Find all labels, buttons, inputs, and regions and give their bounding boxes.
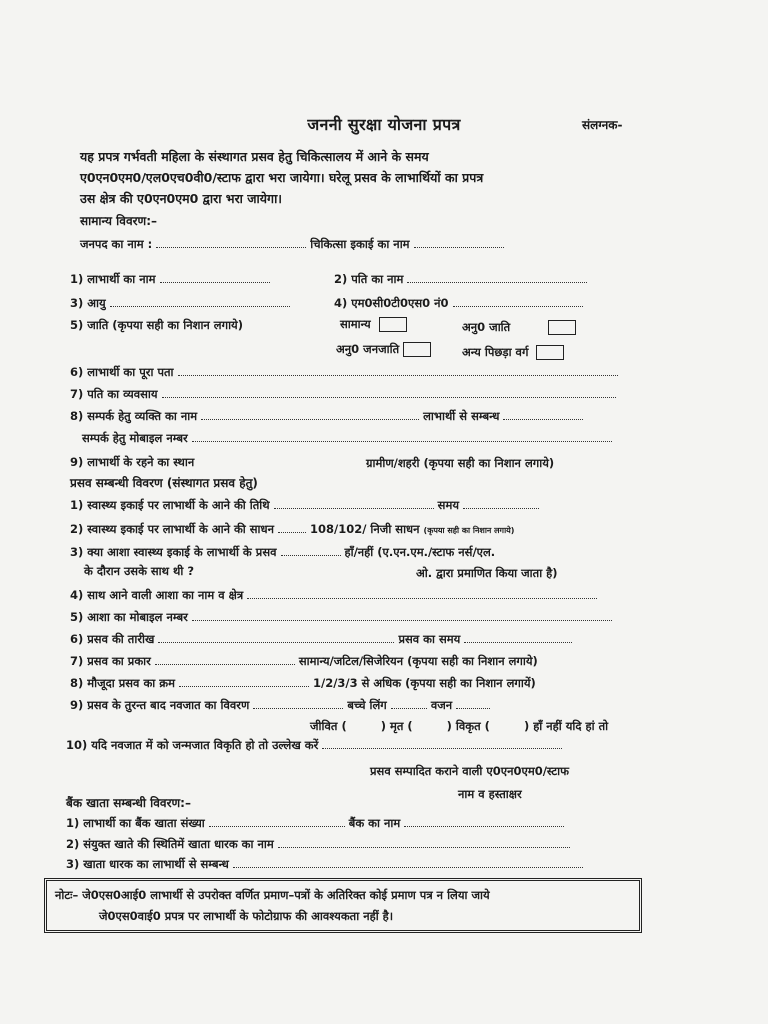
- delivery-8-row: [70, 675, 536, 691]
- caste-obc-option: [462, 345, 564, 360]
- delivery-type-options[interactable]: सामान्य/जटिल/सिजेरियन (कृपया सही का निशान लगाये): [298, 654, 538, 668]
- account-number-label: 1) लाभार्थी का बैंक खाता संख्या: [66, 816, 205, 830]
- joint-account-label: 2) संयुक्त खाते की स्थितिमें खाता धारक का नाम: [66, 837, 274, 851]
- deformity-label: 10) यदि नवजात में को जन्मजात विकृति हो तो उल्लेख करें: [66, 738, 319, 752]
- caste-sc-label: अनु0 जाति: [462, 320, 511, 334]
- asha-present-blank[interactable]: [281, 544, 341, 556]
- caste-general-label: सामान्य: [340, 317, 371, 331]
- delivery-3-note: ओ. द्वारा प्रमाणित किया जाता है): [416, 566, 558, 580]
- transport-note: (कृपया सही का निशान लगाये): [423, 526, 515, 535]
- delivery-4-row: [70, 587, 597, 603]
- delivery-order-options[interactable]: 1/2/3/3 से अधिक (कृपया सही का निशान लगायें): [313, 676, 536, 690]
- caste-st-checkbox[interactable]: [403, 342, 431, 357]
- district-label: जनपद का नाम :: [80, 237, 153, 251]
- deformity-blank[interactable]: [322, 737, 562, 749]
- husband-name-blank[interactable]: [407, 271, 587, 283]
- asha-present-options[interactable]: हाँ/नहीं (ए.एन.एम./स्टाफ नर्स/एल.: [344, 545, 496, 559]
- contact-person-label: 8) सम्पर्क हेतु व्यक्ति का नाम: [70, 409, 198, 423]
- age-blank[interactable]: [110, 295, 290, 307]
- caste-general-checkbox[interactable]: [379, 317, 407, 332]
- bank-3-row: [66, 856, 583, 872]
- asha-mobile-blank[interactable]: [192, 609, 612, 621]
- asha-name-blank[interactable]: [247, 587, 597, 599]
- newborn-sex-label: बच्चे लिंग: [347, 698, 387, 712]
- delivery-type-label: 7) प्रसव का प्रकार: [70, 654, 151, 668]
- occupation-label: 7) पति का व्यवसाय: [70, 387, 158, 401]
- note-line-1: नोटः– जे0एस0आई0 लाभार्थी से उपरोक्त वर्णित प्रमाण–पत्रों के अतिरिक्त कोई प्रमाण पत्र न लिया जाये: [55, 888, 490, 902]
- husband-name-label: 2) पति का नाम: [334, 272, 404, 286]
- delivery-1-row: [70, 497, 539, 513]
- contact-person-blank[interactable]: [201, 408, 419, 420]
- delivery-10-row: [66, 737, 562, 753]
- newborn-blank[interactable]: [253, 697, 343, 709]
- beneficiary-name-blank[interactable]: [160, 271, 270, 283]
- delivery-9-row: [70, 697, 490, 713]
- annex-label: संलग्नक-: [582, 118, 623, 132]
- yes-no-label: ) हाँ नहीं यदि हां तो: [523, 719, 609, 733]
- relation-blank[interactable]: [503, 408, 583, 420]
- caste-sc-option: [462, 320, 576, 335]
- arrival-date-label: 1) स्वास्थ्य इकाई पर लाभार्थी के आने की तिथि: [70, 498, 270, 512]
- asha-present-label-2: के दौरान उसके साथ थी ?: [84, 564, 195, 578]
- mcts-label: 4) एम0सी0टी0एस0 नं0: [334, 296, 449, 310]
- delivery-type-blank[interactable]: [155, 653, 295, 665]
- arrival-time-label: समय: [437, 498, 459, 512]
- asha-mobile-label: 5) आशा का मोबाइल नम्बर: [70, 610, 188, 624]
- field-1-row: [70, 271, 270, 287]
- caste-label: 5) जाति (कृपया सही का निशान लगाये): [70, 318, 243, 332]
- delivery-5-row: [70, 609, 612, 625]
- caste-sc-checkbox[interactable]: [548, 320, 576, 335]
- caste-st-option: [336, 342, 431, 357]
- bank-1-row: [66, 815, 564, 831]
- general-heading: सामान्य विवरण:–: [80, 214, 158, 228]
- delivery-7-row: [70, 653, 538, 669]
- delivery-3b-row: [84, 564, 194, 579]
- unit-label: चिकित्सा इकाई का नाम: [310, 237, 410, 251]
- age-label: 3) आयु: [70, 296, 106, 310]
- dead-label: ) मृत (: [380, 719, 413, 733]
- residence-label: 9) लाभार्थी के रहने का स्थान: [70, 455, 195, 469]
- field-6-row: [70, 364, 618, 380]
- intro-line: यह प्रपत्र गर्भवती महिला के संस्थागत प्रसव हेतु चिकित्सालय में आने के समय: [80, 149, 429, 164]
- district-row: [80, 236, 504, 252]
- delivery-time-label: प्रसव का समय: [398, 632, 461, 646]
- newborn-sex-blank[interactable]: [391, 697, 427, 709]
- delivery-2-row: [70, 521, 514, 537]
- holder-relation-blank[interactable]: [233, 856, 583, 868]
- alive-label: जीवित (: [310, 719, 347, 733]
- field-7-row: [70, 386, 616, 402]
- mobile-row: [82, 430, 612, 446]
- contact-mobile-blank[interactable]: [192, 430, 612, 442]
- transport-label: 2) स्वास्थ्य इकाई पर लाभार्थी के आने की साधन: [70, 522, 274, 536]
- asha-present-label: 3) क्या आशा स्वास्थ्य इकाई के लाभार्थी के प्रसव: [70, 545, 277, 559]
- transport-options[interactable]: 108/102/ निजी साधन: [310, 522, 420, 536]
- delivery-3-row: [70, 544, 495, 560]
- note-line-2: जे0एस0वाई0 प्रपत्र पर लाभार्थी के फोटोग्राफ की आवश्यकता नहीं है।: [99, 909, 394, 923]
- signatory-name-sign: नाम व हस्ताक्षर: [458, 787, 522, 801]
- bank-heading: बैंक खाता सम्बन्धी विवरण:–: [66, 796, 191, 810]
- mcts-blank[interactable]: [453, 295, 583, 307]
- address-label: 6) लाभार्थी का पूरा पता: [70, 365, 174, 379]
- delivery-time-blank[interactable]: [464, 631, 572, 643]
- delivery-order-label: 8) मौजूदा प्रसव का क्रम: [70, 676, 175, 690]
- field-2-row: [334, 271, 587, 287]
- newborn-weight-label: वजन: [430, 698, 453, 712]
- signatory-title: प्रसव सम्पादित कराने वाली ए0एन0एम0/स्टाफ: [370, 764, 570, 778]
- intro-line: ए0एन0एम0/एल0एच0वी0/स्टाफ द्वारा भरा जायेगा। घरेलू प्रसव के लाभार्थियों का प्रपत्र: [80, 170, 484, 185]
- caste-general-option: [340, 317, 407, 332]
- newborn-label: 9) प्रसव के तुरन्त बाद नवजात का विवरण: [70, 698, 250, 712]
- intro-text: [80, 146, 640, 209]
- district-blank[interactable]: [156, 236, 306, 248]
- newborn-status-row: [310, 719, 608, 734]
- field-4-row: [334, 295, 583, 311]
- delivery-order-blank[interactable]: [179, 675, 309, 687]
- field-5-row: [70, 318, 243, 333]
- beneficiary-name-label: 1) लाभार्थी का नाम: [70, 272, 156, 286]
- delivery-date-blank[interactable]: [158, 631, 394, 643]
- newborn-weight-blank[interactable]: [456, 697, 490, 709]
- field-8-row: [70, 408, 583, 424]
- deformed-label: ) विकृत (: [446, 719, 490, 733]
- relation-label: लाभार्थी से सम्बन्ध: [423, 409, 500, 423]
- address-blank[interactable]: [178, 364, 618, 376]
- bank-name-blank[interactable]: [404, 815, 564, 827]
- holder-relation-label: 3) खाता धारक का लाभार्थी से सम्बन्ध: [66, 857, 229, 871]
- arrival-date-blank[interactable]: [274, 497, 434, 509]
- form-title: जननी सुरक्षा योजना प्रपत्र: [307, 115, 461, 134]
- caste-obc-checkbox[interactable]: [536, 345, 564, 360]
- unit-blank[interactable]: [414, 236, 504, 248]
- field-9-row: [70, 455, 194, 470]
- delivery-6-row: [70, 631, 572, 647]
- residence-options[interactable]: ग्रामीण/शहरी (कृपया सही का निशान लगाये): [366, 456, 555, 470]
- delivery-date-label: 6) प्रसव की तारीख: [70, 632, 155, 646]
- joint-account-blank[interactable]: [278, 836, 570, 848]
- field-3-row: [70, 295, 290, 311]
- bank-name-label: बैंक का नाम: [348, 816, 401, 830]
- arrival-time-blank[interactable]: [463, 497, 539, 509]
- bank-2-row: [66, 836, 570, 852]
- caste-obc-label: अन्य पिछड़ा वर्ग: [462, 345, 529, 359]
- transport-blank[interactable]: [278, 521, 306, 533]
- note-box: [44, 878, 642, 933]
- occupation-blank[interactable]: [162, 386, 616, 398]
- asha-name-label: 4) साथ आने वाली आशा का नाम व क्षेत्र: [70, 588, 244, 602]
- delivery-heading: प्रसव सम्बन्धी विवरण (संस्थागत प्रसव हेतु): [70, 476, 258, 490]
- caste-st-label: अनु0 जनजाति: [336, 342, 400, 356]
- account-number-blank[interactable]: [209, 815, 345, 827]
- contact-mobile-label: सम्पर्क हेतु मोबाइल नम्बर: [82, 431, 188, 445]
- intro-line: उस क्षेत्र की ए0एन0एम0 द्वारा भरा जायेगा।: [80, 191, 283, 206]
